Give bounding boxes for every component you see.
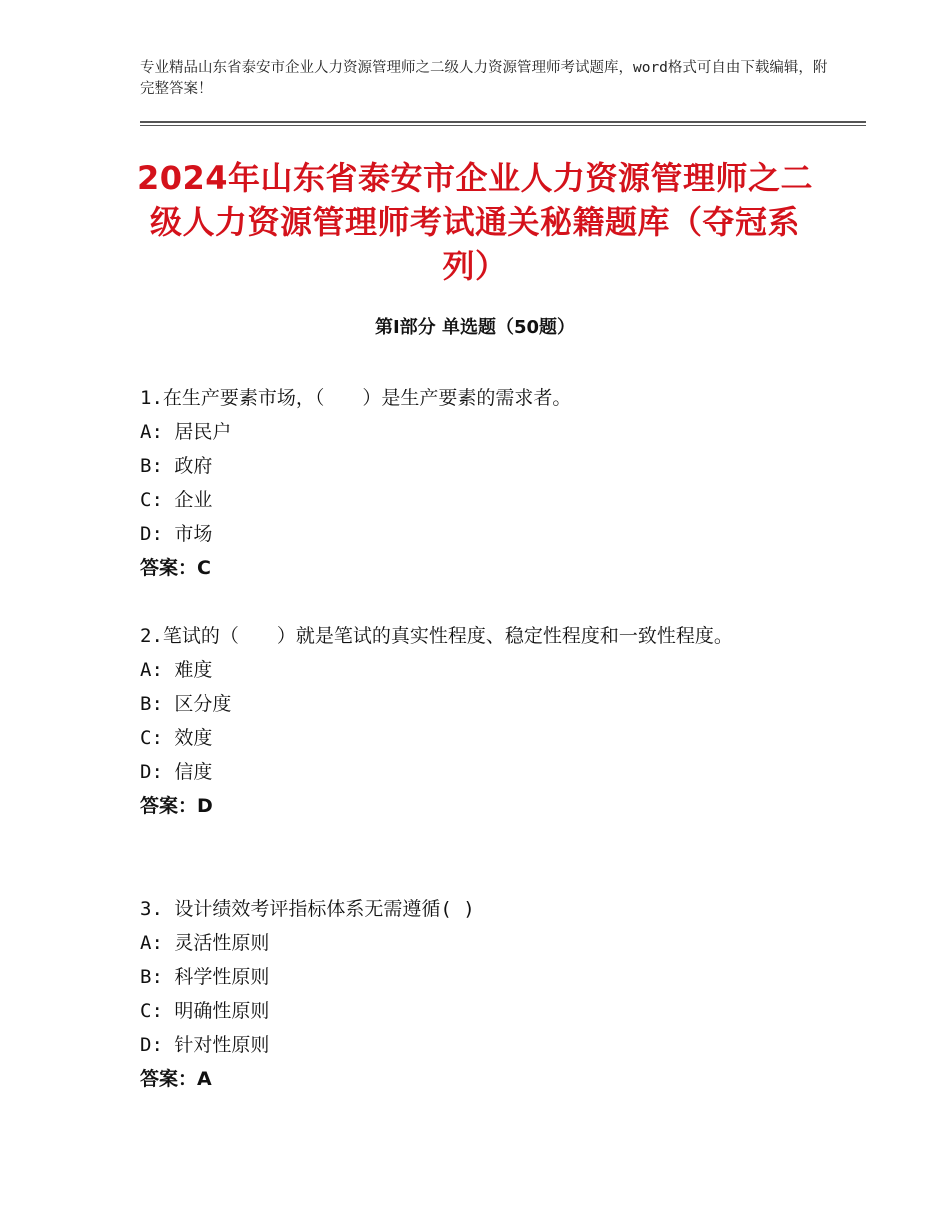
- question-stem: 3. 设计绩效考评指标体系无需遵循( ): [140, 898, 475, 920]
- document-title: 2024年山东省泰安市企业人力资源管理师之二级人力资源管理师考试通关秘籍题库（夺冠系列）: [136, 159, 814, 285]
- header-note: 专业精品山东省泰安市企业人力资源管理师之二级人力资源管理师考试题库，word格式可自由下载编辑，附完整答案！: [140, 60, 828, 97]
- question-3: [140, 892, 790, 1096]
- question-stem: 1.在生产要素市场，（ ）是生产要素的需求者。: [140, 387, 572, 409]
- question-2: [140, 619, 790, 823]
- header-divider: [140, 121, 866, 126]
- answer: 答案：A: [140, 1068, 212, 1090]
- question-1: [140, 381, 790, 585]
- option-c: C: 企业: [140, 489, 213, 511]
- option-a: A: 难度: [140, 659, 213, 681]
- answer: 答案：D: [140, 795, 213, 817]
- question-stem: 2.笔试的（ ）就是笔试的真实性程度、稳定性程度和一致性程度。: [140, 625, 733, 647]
- option-d: D: 信度: [140, 761, 213, 783]
- option-b: B: 科学性原则: [140, 966, 270, 988]
- option-b: B: 政府: [140, 455, 213, 477]
- option-c: C: 效度: [140, 727, 213, 749]
- option-d: D: 市场: [140, 523, 213, 545]
- answer: 答案：C: [140, 557, 211, 579]
- option-a: A: 居民户: [140, 421, 232, 443]
- option-b: B: 区分度: [140, 693, 232, 715]
- option-c: C: 明确性原则: [140, 1000, 270, 1022]
- option-a: A: 灵活性原则: [140, 932, 270, 954]
- option-d: D: 针对性原则: [140, 1034, 270, 1056]
- section-heading: 第Ⅰ部分 单选题（50题）: [374, 317, 575, 338]
